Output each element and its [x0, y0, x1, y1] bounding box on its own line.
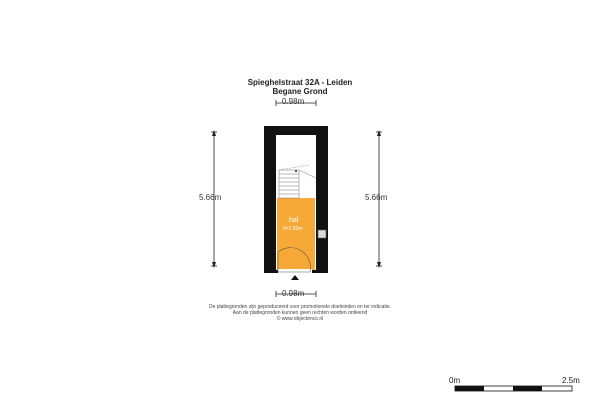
scale-end-label: 2.5m [562, 376, 580, 385]
top-width-label: 0.98m [282, 97, 305, 106]
scale-bar [455, 386, 572, 391]
right-height-label: 5.66m [365, 193, 388, 202]
disclaimer-line-3: © www.objectenco.nl [276, 316, 324, 322]
room-ceiling-height-label: h=2.93m [283, 226, 303, 232]
scale-start-label: 0m [449, 376, 461, 385]
hall-area [277, 198, 315, 270]
meter-box [318, 230, 326, 238]
left-height-label: 5.66m [199, 193, 222, 202]
room-name-label: hal [289, 217, 299, 224]
stair-direction-dot [295, 170, 297, 172]
entrance-arrow-icon [291, 275, 299, 280]
plan-floor-title: Begane Grond [272, 87, 328, 96]
disclaimer-line-1: De plattegronden zijn geproduceerd voor promotionele doeleinden en ter indicatie. [208, 304, 392, 310]
plan-address-title: Spieghelstraat 32A - Leiden [247, 78, 353, 87]
bottom-width-label: 0.98m [282, 289, 305, 298]
disclaimer-line-2: Aan de plattegronden kunnen geen rechten worden ontleend [232, 310, 368, 316]
door-opening [278, 269, 312, 273]
